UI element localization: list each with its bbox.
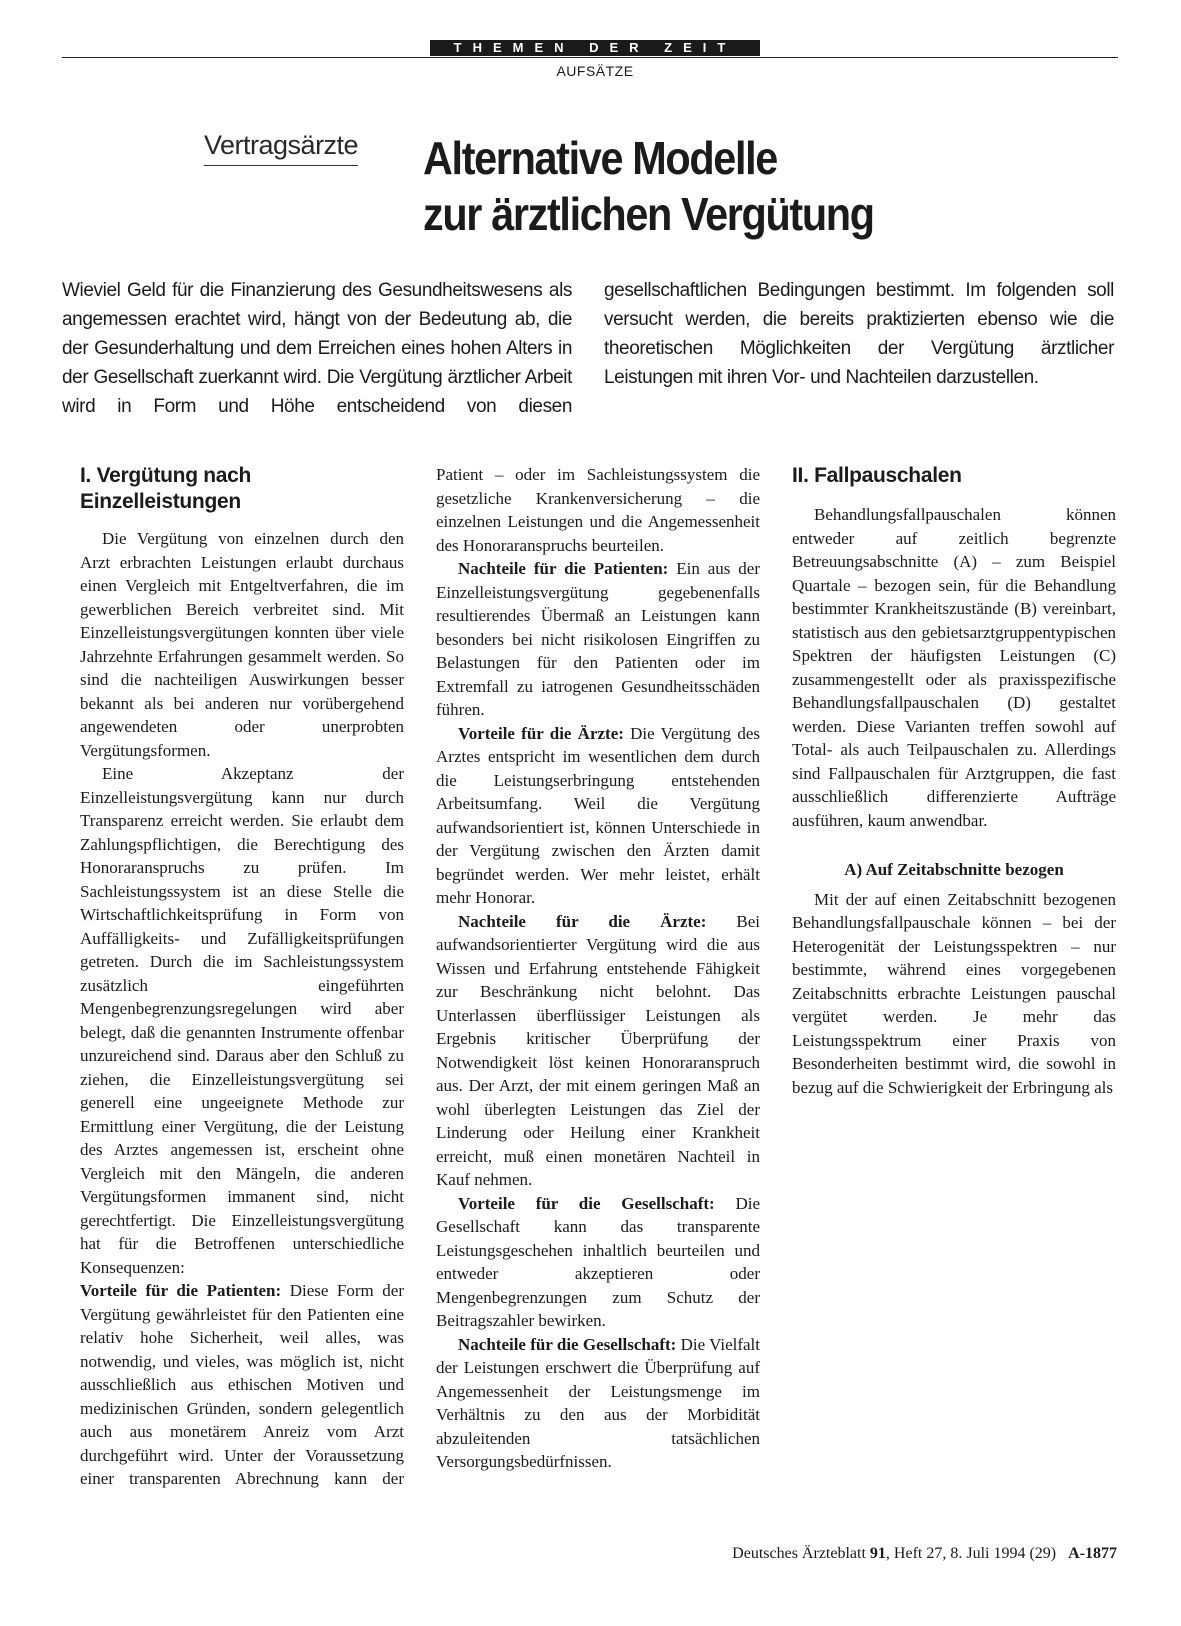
body-paragraph: [436, 1192, 760, 1333]
paragraph-text: Die Vergütung des Arztes entspricht im wesentlichen dem durch die Leistungserbringung entstehenden Arbeitsumfang. Weil die Vergütung aufwandsorientiert ist, können Unterschiede in der Vergütung zwischen den Ärzten damit begründet werden. Wer mehr leistet, erhält mehr Honorar.: [436, 723, 760, 907]
body-paragraph: [436, 1333, 760, 1474]
article-lead: [62, 276, 1114, 421]
section-banner: THEMEN DER ZEIT: [430, 40, 760, 56]
title-line-1: Alternative Modelle: [423, 132, 777, 184]
page-footer: [732, 1545, 1117, 1563]
run-in-label: Nachteile für die Patienten:: [458, 559, 669, 578]
article-kicker: Vertragsärzte: [204, 130, 358, 166]
body-paragraph: [436, 557, 760, 722]
volume-number: 91: [869, 1545, 886, 1562]
article-title: [423, 130, 1053, 242]
paragraph-text: Ein aus der Einzelleistungsvergütung gegebenenfalls resultierendes Übermaß an Leistungen kann besonders bei nicht risikolosen Eingriffen zu Belastungen für den Patienten oder im Extremfall zu iatrogenen Gesundheitsschäden führen.: [436, 559, 760, 719]
paragraph-text: Die Gesellschaft kann das transparente Leistungsgeschehen inhaltlich beurteilen und entweder akzeptieren oder Mengenbegrenzungen zum Schutz der Beitragszahler bewirken.: [436, 1193, 760, 1330]
section-subtitle: AUFSÄTZE: [556, 63, 634, 79]
run-in-label: Vorteile für die Ärzte:: [458, 723, 624, 743]
run-in-label: Vorteile für die Patienten:: [80, 1281, 282, 1300]
body-paragraph: Die Vergütung von einzelnen durch den Arzt erbrachten Leistungen erlaubt durchaus einen Vergleich mit Entgeltverfahren, die im gewerblichen Bereich verbreitet sind. Mit Einzelleistungsvergütungen konnten über viele Jahrzehnte Erfahrungen gesammelt werden. So sind die nachteiligen Auswirkungen besser bekannt als bei anderen nur vorübergehend angewendeten oder unerprobten Vergütungsformen.: [80, 529, 404, 760]
header-rule: [62, 57, 1118, 58]
issue-info: , Heft 27, 8. Juli 1994 (29): [885, 1545, 1057, 1562]
journal-name: Deutsches Ärzteblatt: [732, 1545, 866, 1562]
paragraph-text: Die Vielfalt der Leistungen erschwert die Überprüfung auf Angemessenheit der Leistungsmenge im Verhältnis zu den aus der Morbidität abzuleitenden tatsächlichen Versorgungsbedürfnissen.: [436, 1334, 760, 1471]
subsection-heading: A) Auf Zeitabschnitte bezogen: [844, 860, 1064, 879]
article-body: [80, 463, 1116, 1493]
paragraph-text: Bei aufwandsorientierter Vergütung wird die aus Wissen und Erfahrung entstehende Fähigkeit zur Beschränkung nicht belohnt. Das Unterlassen überflüssiger Leistungen als Ergebnis kritischer Überprüfung der Notwendigkeit löst keinen Honoraranspruch aus. Der Arzt, der mit einem geringen Maß an wohl überlegten Leistungen das Ziel der Linderung oder Heilung einer Krankheit erreicht, muß einen monetären Nachteil in Kauf nehmen.: [436, 911, 760, 1189]
run-in-label: Nachteile für die Ärzte:: [458, 911, 707, 931]
run-in-label: Vorteile für die Gesellschaft:: [458, 1193, 715, 1213]
page-number: A-1877: [1068, 1545, 1117, 1562]
body-paragraph: [436, 910, 760, 1192]
run-in-label: Nachteile für die Gesellschaft:: [458, 1334, 677, 1354]
lead-paragraph: Wieviel Geld für die Finanzierung des Gesundheitswesens als angemessen erachtet wird, hängt von der Bedeutung ab, die der Gesunderhaltung und dem Erreichen eines hohen Alters in der Gesellschaft zuerkannt wird. Die Vergütung ärztlicher Arbeit wird in Form und Höhe entscheidend von diesen gesellschaftlichen Bedingungen bestimmt. Im folgenden soll versucht werden, die bereits praktizierten ebenso wie die theoretischen Möglichkeiten der Vergütung ärztlicher Leistungen mit ihren Vor- und Nachteilen darzustellen.: [62, 280, 1114, 417]
body-paragraph: Mit der auf einen Zeitabschnitt bezogenen Behandlungsfallpauschale können – bei der Heterogenität der Leistungsspektren – nur bestimmte, während eines vorgegebenen Zeitabschnitts erbrachte Leistungen pauschal vergütet werden. Je mehr das Leistungsspektrum einer Praxis von Besonderheiten bestimmt wird, die sowohl in bezug auf die Schwierigkeit der Erbringung als: [792, 889, 1116, 1097]
body-paragraph: Eine Akzeptanz der Einzelleistungsvergütung kann nur durch Transparenz erreicht werden. Sie erlaubt dem Zahlungspflichtigen, die Berechtigung des Honoraranspruchs zu prüfen. Im Sachleistungssystem ist an diese Stelle die Wirtschaftlichkeitsprüfung in Form von Auffälligkeits- und Zufälligkeitsprüfungen getreten. Durch die im Sachleistungssystem zusätzlich eingeführten Mengenbegrenzungsregelungen wird aber belegt, daß die genannten Instrumente offenbar unzureichend sind. Daraus aber den Schluß zu ziehen, die Einzelleistungsvergütung sei generell eine ungeeignete Methode zur Ermittlung einer Vergütung, die der Leistung des Arztes angemessen ist, erscheint ohne Vergleich mit den Mängeln, die anderen Vergütungsformen immanent sind, nicht gerechtfertigt. Die Einzelleistungsvergütung hat für die Betroffenen unterschiedliche Konsequenzen:: [80, 764, 404, 1277]
title-line-2: zur ärztlichen Vergütung: [423, 188, 874, 240]
section-heading-fallpauschalen: II. Fallpauschalen: [792, 464, 962, 487]
paragraph-text: Diese Form der Vergütung gewährleistet für den Patienten eine relativ hohe Sicherheit, weil alles, was notwendig, und vieles, was möglich ist, nicht ausschließlich aus ethischen Motiven und medizinischen Gründen, sondern gelegentlich auch aus monetärem Anreiz vom Arzt durchgeführt wird. Unter der Voraussetzung einer transparenten Abrechnung kann der Patient – oder im Sachleistungssystem die gesetzliche Krankenversicherung – die einzelnen Leistungen und die Angemessenheit des Honoraranspruchs beurteilen.: [80, 465, 760, 1488]
body-paragraph: [436, 722, 760, 910]
section-heading-einzelleistungen: I. Vergütung nach Einzelleistungen: [80, 464, 252, 513]
body-paragraph: Behandlungsfallpauschalen können entweder auf zeitlich begrenzte Betreuungsabschnitte (A) – zum Beispiel Quartale – bezogen sein, für die Behandlung bestimmter Krankheitszustände (B) vereinbart, statistisch aus den gebietsarztgruppentypischen Spektren der häufigsten Leistungen (C) zusammengestellt oder als praxisspezifische Behandlungsfallpauschalen (D) gestaltet werden. Diese Varianten treffen sowohl auf Total- als auch Teilpauschalen zu. Allerdings sind Fallpauschalen für Arztgruppen, die fast ausschließlich differenzierte Aufträge ausführen, kaum anwendbar.: [792, 505, 1116, 830]
